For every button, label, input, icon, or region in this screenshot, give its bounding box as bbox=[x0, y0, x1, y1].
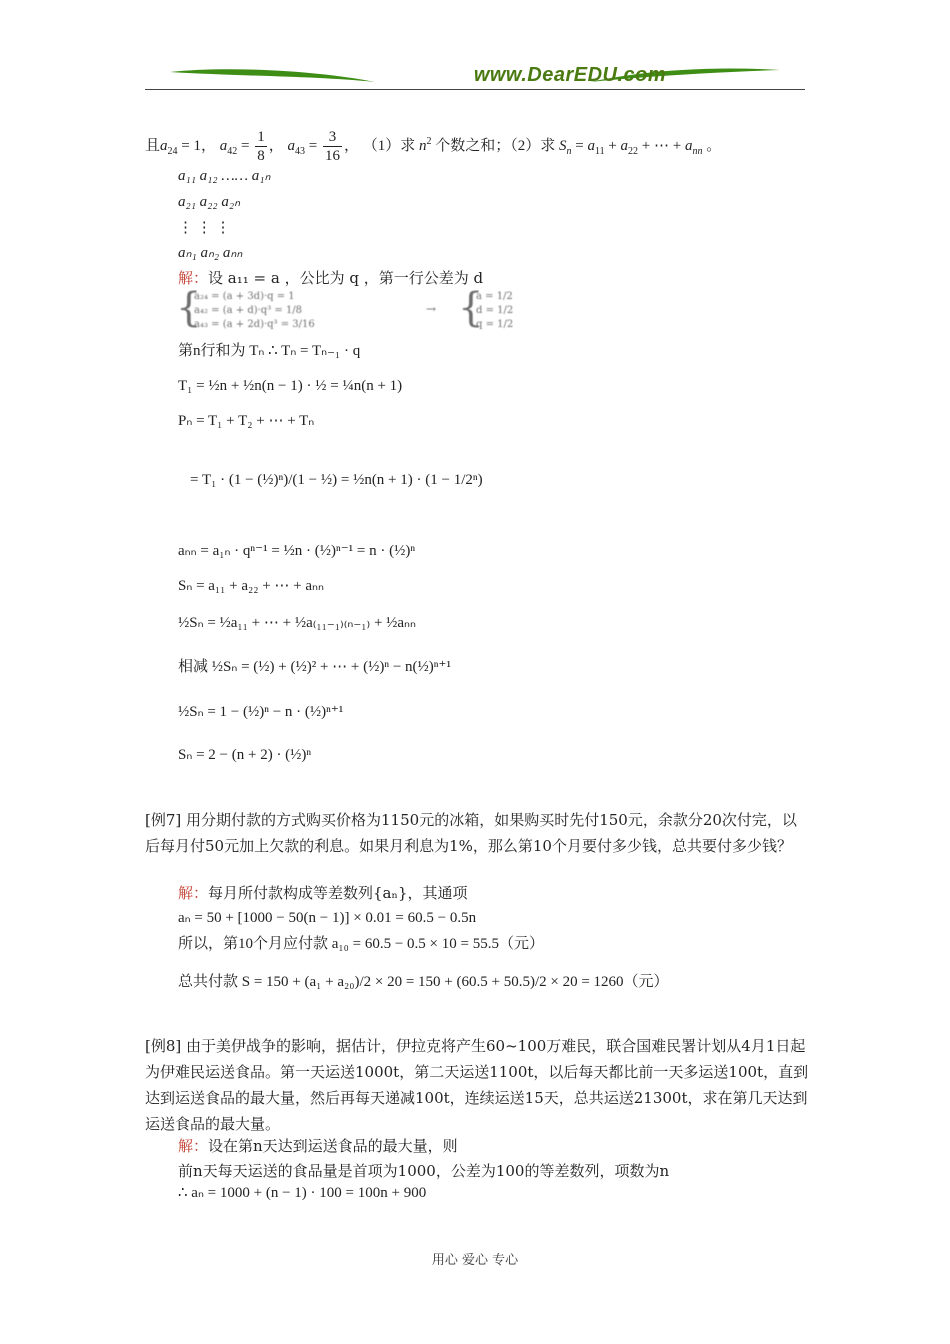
solution-label: 解： bbox=[178, 1137, 209, 1155]
right-brace: { bbox=[458, 285, 484, 331]
example8-solution-line-1: 解：设在第n天达到运送食品的最大量，则 bbox=[178, 1137, 458, 1155]
site-header bbox=[145, 60, 805, 92]
solution6-line-3: Pₙ = T₁ + T₂ + ⋯ + Tₙ bbox=[178, 413, 315, 429]
site-logo-text[interactable]: www.DearEDU.com bbox=[473, 64, 667, 86]
solution6-line-6: Sₙ = a₁₁ + a₂₂ + ⋯ + aₙₙ bbox=[178, 578, 325, 594]
implies-arrow: → bbox=[426, 302, 437, 316]
solution-label: 解： bbox=[178, 884, 209, 902]
example7-solution-line-1: 解：每月所付款构成等差数列{aₙ}，其通项 bbox=[178, 884, 468, 902]
matrix-row-4: aₙ₁ aₙ₂ aₙₙ bbox=[178, 245, 243, 261]
left-brace: { bbox=[176, 285, 202, 331]
example8-text: [例8] 由于美伊战争的影响，据估计，伊拉克将产生60~100万难民，联合国难民署计划从4月1日起为伊难民运送食品。第一天运送1000t，第二天运送1100t，以后每天都比前一天多运送100t，直到达到运送食品的最大量，然后再每天递减100t，连续运送15天，总共运送21300t，求在第几天达到运送食品的最大量。 bbox=[145, 1037, 809, 1133]
system-left-column: a₂₄ = (a + 3d)·q = 1 a₄₂ = (a + d)·q³ = 1/8 a₄₃ = (a + 2d)·q³ = 3/16 bbox=[194, 291, 315, 330]
page-footer: 用心 爱心 专心 bbox=[431, 1253, 519, 1268]
matrix-row-3: ⋮ ⋮ ⋮ bbox=[178, 220, 231, 236]
example7-text: [例7] 用分期付款的方式购买价格为1150元的冰箱，如果购买时先付150元，余款分20次付完，以后每月付50元加上欠款的利息。如果月利息为1%，那么第10个月要付多少钱，总共要付多少钱？ bbox=[145, 811, 797, 855]
system-right-column: a = 1/2 d = 1/2 q = 1/2 bbox=[476, 291, 514, 330]
solution6-line-4: = T₁ · (1 − (½)ⁿ)/(1 − ½) = ½n(n + 1) · (1 − 1/2ⁿ) bbox=[190, 472, 483, 488]
header-rule bbox=[145, 89, 805, 90]
solution6-line-1: 第n行和为 Tₙ ∴ Tₙ = Tₙ₋₁ · q bbox=[178, 343, 361, 359]
problem6-statement-line: 且$a_{24} = 1$， $a_{42}$ = $\frac{1}{8}$ ， $a_{43}$ = $\frac{3}{16}$ ， （1）求 $n^2$ 个数之和；（2）求 $S_n = a_{11} + a_{22}$ + ⋯ + $a_{nn}$ 。 bbox=[145, 129, 722, 164]
solution6-line-8: 相减 ½Sₙ = (½) + (½)² + ⋯ + (½)ⁿ − n(½)ⁿ⁺¹ bbox=[178, 659, 451, 675]
example7-solution-line-4: 总共付款 S = 150 + (a₁ + a₂₀)/2 × 20 = 150 + (60.5 + 50.5)/2 × 20 = 1260（元） bbox=[178, 974, 669, 990]
solution6-line-7: ½Sₙ = ½a₁₁ + ⋯ + ½a₍₁₁₋₁₎₍ₙ₋₁₎ + ½aₙₙ bbox=[178, 615, 417, 631]
solution6-line-9: ½Sₙ = 1 − (½)ⁿ − n · (½)ⁿ⁺¹ bbox=[178, 704, 344, 720]
solution6-setup: 解：设 a₁₁ = a ，公比为 q ，第一行公差为 d bbox=[178, 269, 484, 287]
solution6-line-2: T₁ = ½n + ½n(n − 1) · ½ = ¼n(n + 1) bbox=[178, 378, 403, 394]
solution-label: 解： bbox=[178, 269, 209, 287]
example7-solution-line-2: aₙ = 50 + [1000 − 50(n − 1)] × 0.01 = 60.5 − 0.5n bbox=[178, 910, 477, 926]
solution6-line-10: Sₙ = 2 − (n + 2) · (½)ⁿ bbox=[178, 747, 312, 763]
matrix-row-1: a₁₁ a₁₂ …… a₁ₙ bbox=[178, 168, 271, 184]
solution6-line-5: aₙₙ = a₁ₙ · qⁿ⁻¹ = ½n · (½)ⁿ⁻¹ = n · (½)ⁿ bbox=[178, 543, 416, 559]
example7-solution-line-3: 所以，第10个月应付款 a₁₀ = 60.5 − 0.5 × 10 = 55.5（元） bbox=[178, 936, 544, 952]
example8-solution-line-3: ∴ aₙ = 1000 + (n − 1) · 100 = 100n + 900 bbox=[178, 1185, 427, 1201]
matrix-row-2: a₂₁ a₂₂ a₂ₙ bbox=[178, 194, 241, 210]
example8-solution-line-2: 前n天每天运送的食品量是首项为1000，公差为100的等差数列，项数为n bbox=[178, 1162, 670, 1180]
